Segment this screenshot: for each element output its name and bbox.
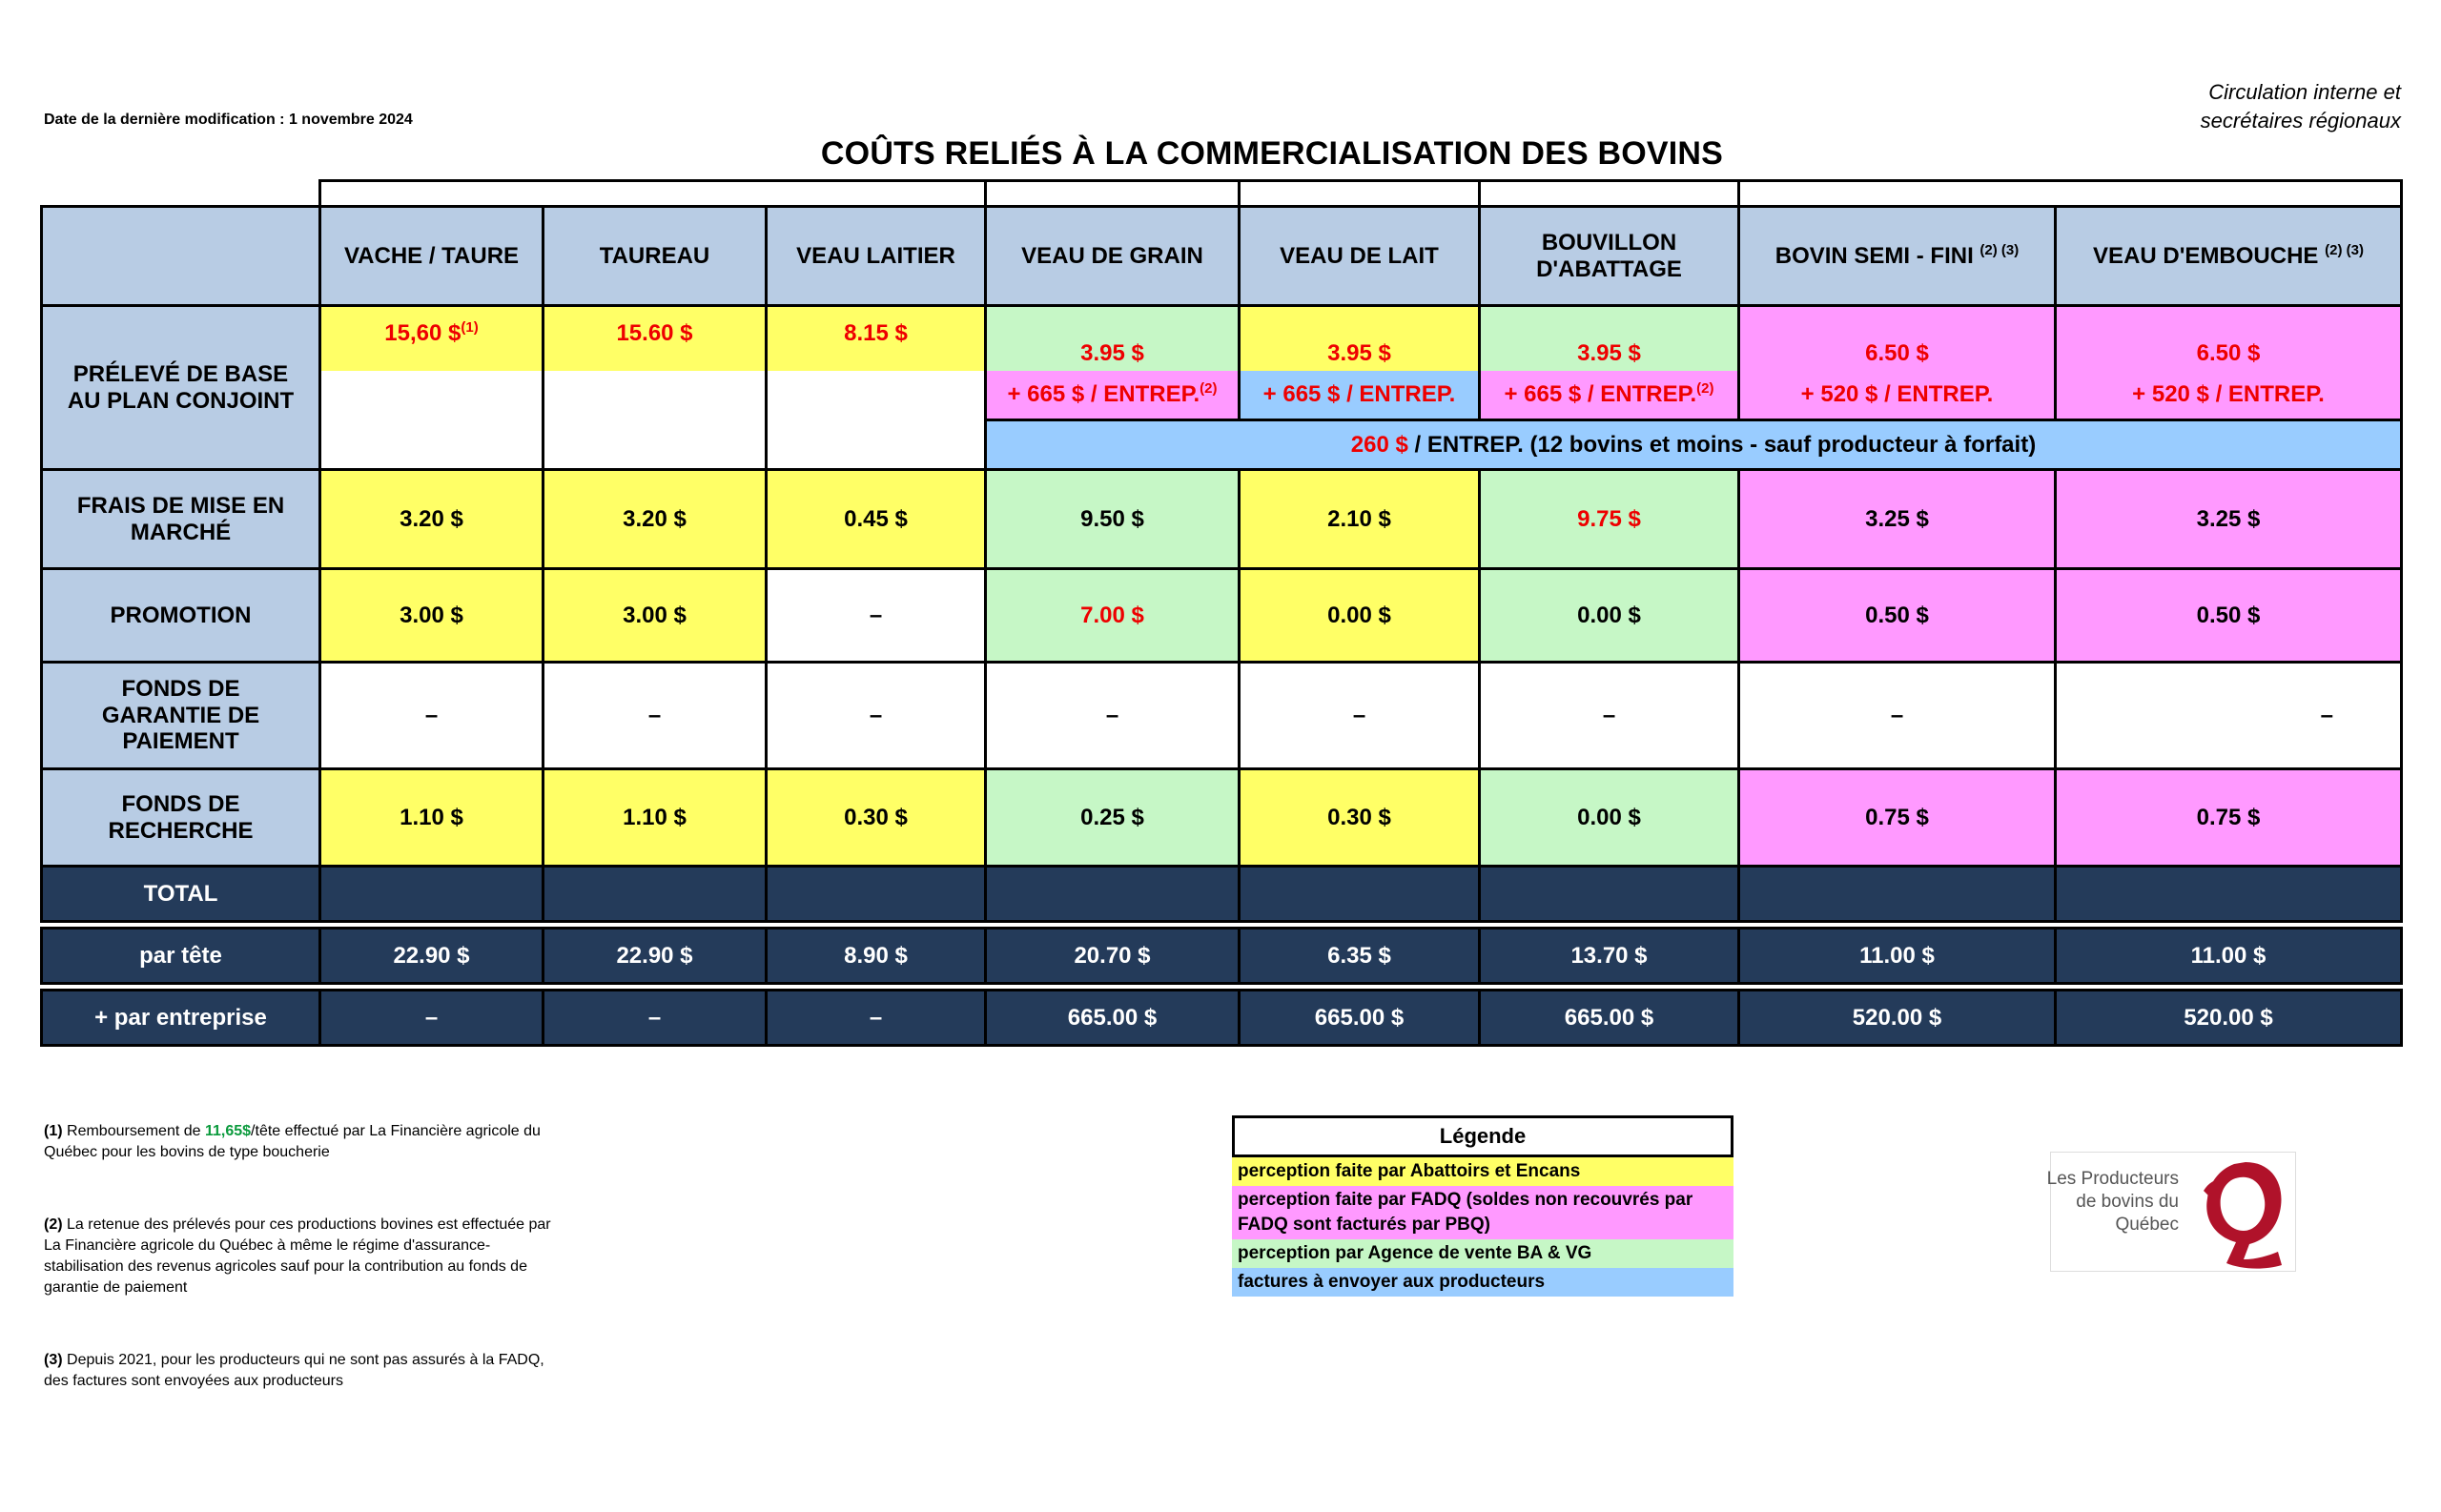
row-label-recherche xyxy=(42,769,320,867)
logo-text-line3: Québec xyxy=(2115,1215,2179,1235)
cell-total-veau-lait xyxy=(1240,867,1480,922)
cell-par-entreprise-veau-lait: 665.00 $ xyxy=(1240,991,1480,1046)
bull-q-logo-icon xyxy=(2186,1153,2291,1271)
footnote-1-amount: 11,65$ xyxy=(204,1123,252,1139)
header-strip-group-2 xyxy=(986,181,1240,207)
cell-total-veau-embouche xyxy=(2056,867,2402,922)
col-header-veau-embouche-label: VEAU D'EMBOUCHE xyxy=(2093,242,2319,269)
legend-title: Légende xyxy=(1232,1115,1733,1157)
cell-garantie-bouvillon: – xyxy=(1480,663,1739,769)
logo-text xyxy=(2045,1168,2179,1236)
cell-promotion-bouvillon: 0.00 $ xyxy=(1480,569,1739,663)
row-label-promotion: PROMOTION xyxy=(42,569,320,663)
cell-frais-taureau: 3.20 $ xyxy=(544,470,767,569)
row-frais xyxy=(42,470,2402,569)
cell-par-entreprise-veau-embouche: 520.00 $ xyxy=(2056,991,2402,1046)
cell-recherche-veau-grain: 0.25 $ xyxy=(986,769,1240,867)
row-label-recherche-line1: FONDS DE xyxy=(121,790,240,817)
cell-preleve-veau-grain-entrep-note: (2) xyxy=(1200,379,1218,397)
cell-preleve-veau-lait-entrep: + 665 $ / ENTREP. xyxy=(1240,371,1480,420)
col-header-bouvillon-line2: D'ABATTAGE xyxy=(1536,255,1682,282)
cell-promotion-veau-grain: 7.00 $ xyxy=(986,569,1240,663)
cell-par-tete-vache: 22.90 $ xyxy=(320,929,544,984)
footnote-3 xyxy=(44,1350,559,1392)
row-label-frais-line2: MARCHÉ xyxy=(130,519,232,545)
cell-frais-veau-embouche: 3.25 $ xyxy=(2056,470,2402,569)
row-label-garantie-line3: PAIEMENT xyxy=(122,728,239,755)
cell-recherche-bovin-semi-fini: 0.75 $ xyxy=(1739,769,2056,867)
legend xyxy=(1232,1115,1733,1297)
col-header-veau-de-lait: VEAU DE LAIT xyxy=(1240,207,1480,306)
corner-cell xyxy=(42,207,320,306)
cell-recherche-veau-lait: 0.30 $ xyxy=(1240,769,1480,867)
cell-preleve-forfait-amount: 260 $ xyxy=(1350,431,1408,458)
col-header-vache-taure: VACHE / TAURE xyxy=(320,207,544,306)
legend-item-fadq: perception faite par FADQ (soldes non recouvrés par FADQ sont facturés par PBQ) xyxy=(1232,1186,1733,1239)
row-promotion xyxy=(42,569,2402,663)
cell-garantie-veau-grain: – xyxy=(986,663,1240,769)
cell-par-entreprise-bovin-semi-fini: 520.00 $ xyxy=(1739,991,2056,1046)
cell-par-tete-veau-lait: 6.35 $ xyxy=(1240,929,1480,984)
cell-frais-bouvillon: 9.75 $ xyxy=(1480,470,1739,569)
cell-garantie-veau-lait: – xyxy=(1240,663,1480,769)
legend-item-factures: factures à envoyer aux producteurs xyxy=(1232,1268,1733,1297)
cell-par-tete-veau-laitier: 8.90 $ xyxy=(767,929,986,984)
logo-text-line2: de bovins du xyxy=(2076,1192,2179,1212)
cell-garantie-veau-embouche: – xyxy=(2056,663,2402,769)
row-garantie xyxy=(42,663,2402,769)
header-strip-group-3 xyxy=(1240,181,1480,207)
cell-frais-veau-lait: 2.10 $ xyxy=(1240,470,1480,569)
row-label-preleve-line2: AU PLAN CONJOINT xyxy=(67,387,295,414)
header-strip-group-5 xyxy=(1739,181,2402,207)
row-label-garantie-line2: GARANTIE DE xyxy=(101,702,260,728)
col-header-bovin-semi-fini-note: (2) (3) xyxy=(1979,241,2020,258)
cell-recherche-veau-embouche: 0.75 $ xyxy=(2056,769,2402,867)
cell-total-veau-laitier xyxy=(767,867,986,922)
row-label-garantie-line1: FONDS DE xyxy=(121,676,240,703)
cell-recherche-veau-laitier: 0.30 $ xyxy=(767,769,986,867)
cell-total-bouvillon xyxy=(1480,867,1739,922)
row-total xyxy=(42,867,2402,922)
cell-total-veau-grain xyxy=(986,867,1240,922)
footnote-1 xyxy=(44,1121,559,1163)
cell-par-tete-veau-embouche: 11.00 $ xyxy=(2056,929,2402,984)
cell-preleve-veau-lait: 3.95 $ xyxy=(1240,306,1480,371)
last-modified-date: Date de la dernière modification : 1 novembre 2024 xyxy=(44,112,413,128)
cell-preleve-veau-laitier: 8.15 $ xyxy=(767,306,986,371)
header-strip-group-4 xyxy=(1480,181,1739,207)
footnote-1-number: (1) xyxy=(44,1123,63,1139)
cell-garantie-vache: – xyxy=(320,663,544,769)
cell-garantie-veau-laitier: – xyxy=(767,663,986,769)
cell-total-bovin-semi-fini xyxy=(1739,867,2056,922)
footnote-2 xyxy=(44,1215,559,1298)
cell-frais-bovin-semi-fini: 3.25 $ xyxy=(1739,470,2056,569)
cell-frais-veau-grain: 9.50 $ xyxy=(986,470,1240,569)
cell-garantie-bovin-semi-fini: – xyxy=(1739,663,2056,769)
cell-par-tete-bouvillon: 13.70 $ xyxy=(1480,929,1739,984)
cell-preleve-forfait-text: / ENTREP. (12 bovins et moins - sauf producteur à forfait) xyxy=(1407,431,2037,458)
cell-preleve-vache xyxy=(320,306,544,371)
cell-preleve-veau-grain: 3.95 $ xyxy=(986,306,1240,371)
cell-par-entreprise-vache: – xyxy=(320,991,544,1046)
col-header-veau-embouche xyxy=(2056,207,2402,306)
footnote-3-text: Depuis 2021, pour les producteurs qui ne sont pas assurés à la FADQ, des factures sont envoyées aux producteurs xyxy=(44,1352,544,1389)
footnote-2-number: (2) xyxy=(44,1216,63,1233)
row-preleve-b xyxy=(42,371,2402,420)
cell-frais-vache: 3.20 $ xyxy=(320,470,544,569)
cell-preleve-vache-note: (1) xyxy=(461,319,479,336)
cell-recherche-bouvillon: 0.00 $ xyxy=(1480,769,1739,867)
row-label-total: TOTAL xyxy=(42,867,320,922)
cell-par-entreprise-bouvillon: 665.00 $ xyxy=(1480,991,1739,1046)
header-strip-group-1 xyxy=(320,181,986,207)
cell-par-entreprise-veau-grain: 665.00 $ xyxy=(986,991,1240,1046)
circulation-line-1: Circulation interne et xyxy=(2208,80,2401,104)
cell-preleve-bouvillon-entrep-value: + 665 $ / ENTREP. xyxy=(1504,380,1697,407)
footnote-1-pre: Remboursement de xyxy=(67,1123,205,1139)
cell-par-tete-veau-grain: 20.70 $ xyxy=(986,929,1240,984)
footnote-1-post: /tête effectué par La Financière agricole du Québec pour les bovins de type boucherie xyxy=(44,1123,541,1160)
cell-promotion-vache: 3.00 $ xyxy=(320,569,544,663)
column-header-row xyxy=(42,207,2402,306)
logo-text-line1: Les Producteurs xyxy=(2046,1169,2179,1189)
cell-preleve-forfait-span xyxy=(986,420,2402,470)
col-header-bouvillon xyxy=(1480,207,1739,306)
legend-item-agence: perception par Agence de vente BA & VG xyxy=(1232,1239,1733,1268)
cell-preleve-veau-embouche: 6.50 $ xyxy=(2056,306,2402,371)
col-header-veau-de-grain: VEAU DE GRAIN xyxy=(986,207,1240,306)
cell-preleve-vache-value: 15,60 $ xyxy=(384,320,462,346)
cell-recherche-vache: 1.10 $ xyxy=(320,769,544,867)
row-label-par-tete: par tête xyxy=(42,929,320,984)
row-label-preleve-line1: PRÉLEVÉ DE BASE xyxy=(72,360,289,387)
col-header-bovin-semi-fini xyxy=(1739,207,2056,306)
cell-preleve-veau-laitier-blank xyxy=(767,371,986,470)
cell-garantie-taureau: – xyxy=(544,663,767,769)
costs-table xyxy=(40,179,2403,1047)
cell-preleve-bovin-semi-fini: 6.50 $ xyxy=(1739,306,2056,371)
row-par-entreprise xyxy=(42,991,2402,1046)
cell-preleve-veau-grain-entrep-value: + 665 $ / ENTREP. xyxy=(1007,380,1200,407)
footnote-3-number: (3) xyxy=(44,1352,63,1368)
cell-preleve-bouvillon-entrep-note: (2) xyxy=(1696,379,1714,397)
cell-preleve-veau-grain-entrep xyxy=(986,371,1240,420)
footnote-2-text: La retenue des prélevés pour ces productions bovines est effectuée par La Financière agricole du Québec à même le régime d'assurance-stabilisation des revenus agricoles sauf pour la contribution au fonds de garantie de paiement xyxy=(44,1216,551,1296)
col-header-bouvillon-line1: BOUVILLON xyxy=(1541,229,1677,255)
cell-preleve-bovin-semi-fini-entrep: + 520 $ / ENTREP. xyxy=(1739,371,2056,420)
row-label-preleve xyxy=(42,306,320,470)
legend-item-abattoirs: perception faite par Abattoirs et Encans xyxy=(1232,1157,1733,1186)
row-label-frais-line1: FRAIS DE MISE EN xyxy=(76,492,285,519)
cell-total-taureau xyxy=(544,867,767,922)
row-par-tete xyxy=(42,929,2402,984)
cell-promotion-veau-lait: 0.00 $ xyxy=(1240,569,1480,663)
col-header-taureau: TAUREAU xyxy=(544,207,767,306)
cell-promotion-bovin-semi-fini: 0.50 $ xyxy=(1739,569,2056,663)
page-title: COÛTS RELIÉS À LA COMMERCIALISATION DES BOVINS xyxy=(820,135,1724,172)
row-recherche xyxy=(42,769,2402,867)
producteurs-bovins-logo xyxy=(2046,1152,2296,1272)
cell-frais-veau-laitier: 0.45 $ xyxy=(767,470,986,569)
cell-recherche-taureau: 1.10 $ xyxy=(544,769,767,867)
col-header-veau-embouche-note: (2) (3) xyxy=(2325,241,2364,258)
cell-preleve-veau-embouche-entrep: + 520 $ / ENTREP. xyxy=(2056,371,2402,420)
cell-preleve-vache-blank xyxy=(320,371,544,470)
cell-preleve-bouvillon: 3.95 $ xyxy=(1480,306,1739,371)
cell-promotion-veau-embouche: 0.50 $ xyxy=(2056,569,2402,663)
cell-par-entreprise-taureau: – xyxy=(544,991,767,1046)
row-label-par-entreprise: + par entreprise xyxy=(42,991,320,1046)
col-header-bovin-semi-fini-label: BOVIN SEMI - FINI xyxy=(1774,242,1974,269)
cell-preleve-taureau-blank xyxy=(544,371,767,470)
cell-promotion-taureau: 3.00 $ xyxy=(544,569,767,663)
col-header-veau-laitier: VEAU LAITIER xyxy=(767,207,986,306)
cell-promotion-veau-laitier: – xyxy=(767,569,986,663)
row-label-recherche-line2: RECHERCHE xyxy=(108,817,254,844)
cell-preleve-bouvillon-entrep xyxy=(1480,371,1739,420)
header-strip-row xyxy=(42,181,2402,207)
row-label-frais xyxy=(42,470,320,569)
circulation-note xyxy=(2086,78,2401,135)
cell-par-entreprise-veau-laitier: – xyxy=(767,991,986,1046)
cell-total-vache xyxy=(320,867,544,922)
row-label-garantie xyxy=(42,663,320,769)
cell-par-tete-bovin-semi-fini: 11.00 $ xyxy=(1739,929,2056,984)
cell-par-tete-taureau: 22.90 $ xyxy=(544,929,767,984)
cell-preleve-taureau: 15.60 $ xyxy=(544,306,767,371)
circulation-line-2: secrétaires régionaux xyxy=(2200,109,2401,133)
row-preleve-a xyxy=(42,306,2402,371)
